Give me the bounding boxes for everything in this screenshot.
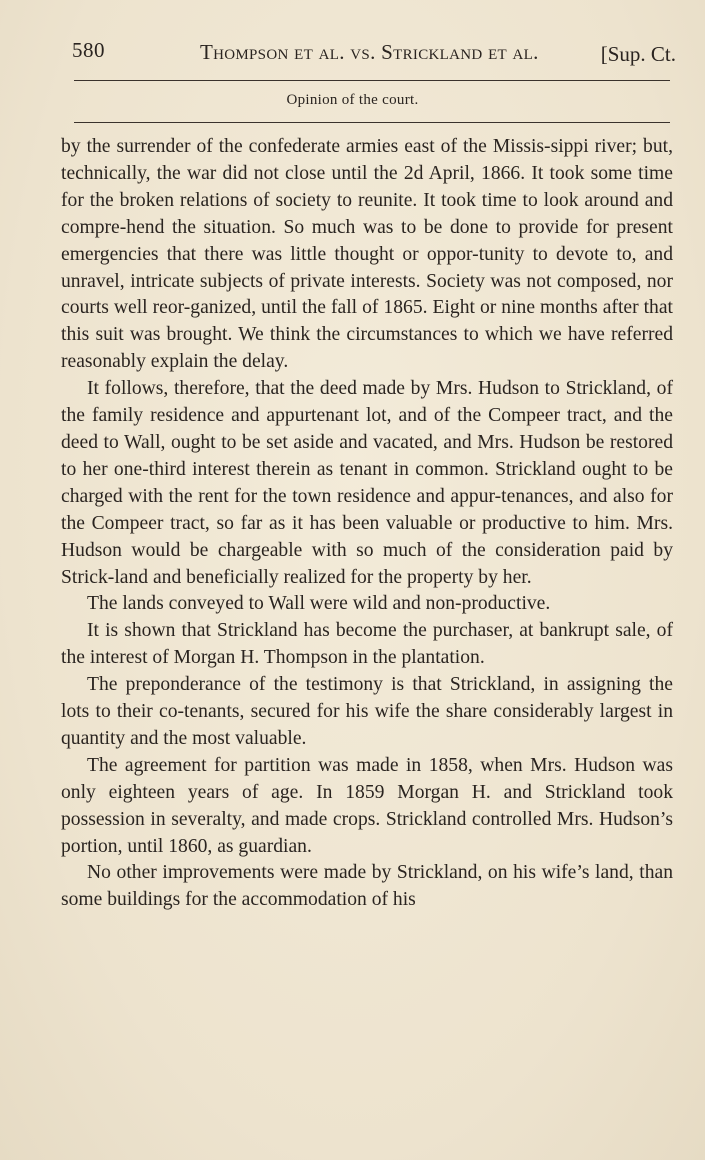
paragraph: No other improvements were made by Strickland, on his wife’s land, than some buildings for the accommodation of his xyxy=(61,862,673,911)
paragraph: The agreement for partition was made in 1858, when Mrs. Hudson was only eighteen years of age. In 1859 Morgan H. and Strickland took possession in severalty, and made crops. Strickland controlled Mrs. Hudson’s portion, until 1860, as guardian. xyxy=(61,754,673,857)
body-text xyxy=(61,134,673,914)
page-number: 580 xyxy=(72,38,105,62)
page-header xyxy=(72,38,676,72)
header-rule-top xyxy=(74,80,670,81)
header-rule-bottom xyxy=(74,122,670,123)
running-title: Thompson et al. vs. Strickland et al. xyxy=(200,40,539,64)
paragraph: by the surrender of the confederate armies east of the Missis-sippi river; but, technically, the war did not close until the 2d April, 1866. It took some time for the broken relations of society to reunite. It took time to look around and compre-hend the situation. So much was to be done to provide for present emergencies that there was little thought or oppor-tunity to devote to, and unravel, intricate subjects of private interests. Society was not composed, nor courts well reor-ganized, until the fall of 1865. Eight or nine months after that this suit was brought. We think the circumstances to which we have referred reasonably explain the delay. xyxy=(61,136,673,373)
paragraph: The lands conveyed to Wall were wild and non-productive. xyxy=(87,593,551,615)
court-label: [Sup. Ct. xyxy=(600,42,676,66)
paragraph: It is shown that Strickland has become the purchaser, at bankrupt sale, of the interest of Morgan H. Thompson in the plantation. xyxy=(61,620,673,669)
paragraph: It follows, therefore, that the deed made by Mrs. Hudson to Strickland, of the family residence and appurtenant lot, and of the Compeer tract, and the deed to Wall, ought to be set aside and vacated, and Mrs. Hudson be restored to her one-third interest therein as tenant in common. Strickland ought to be charged with the rent for the town residence and appur-tenances, and also for the Compeer tract, so far as it has been valuable or productive to him. Mrs. Hudson would be chargeable with so much of the consideration paid by Strick-land and beneficially realized for the property by her. xyxy=(61,378,673,588)
section-heading: Opinion of the court. xyxy=(286,92,419,108)
paragraph: The preponderance of the testimony is that Strickland, in assigning the lots to their co-tenants, secured for his wife the share considerably largest in quantity and the most valuable. xyxy=(61,674,673,749)
